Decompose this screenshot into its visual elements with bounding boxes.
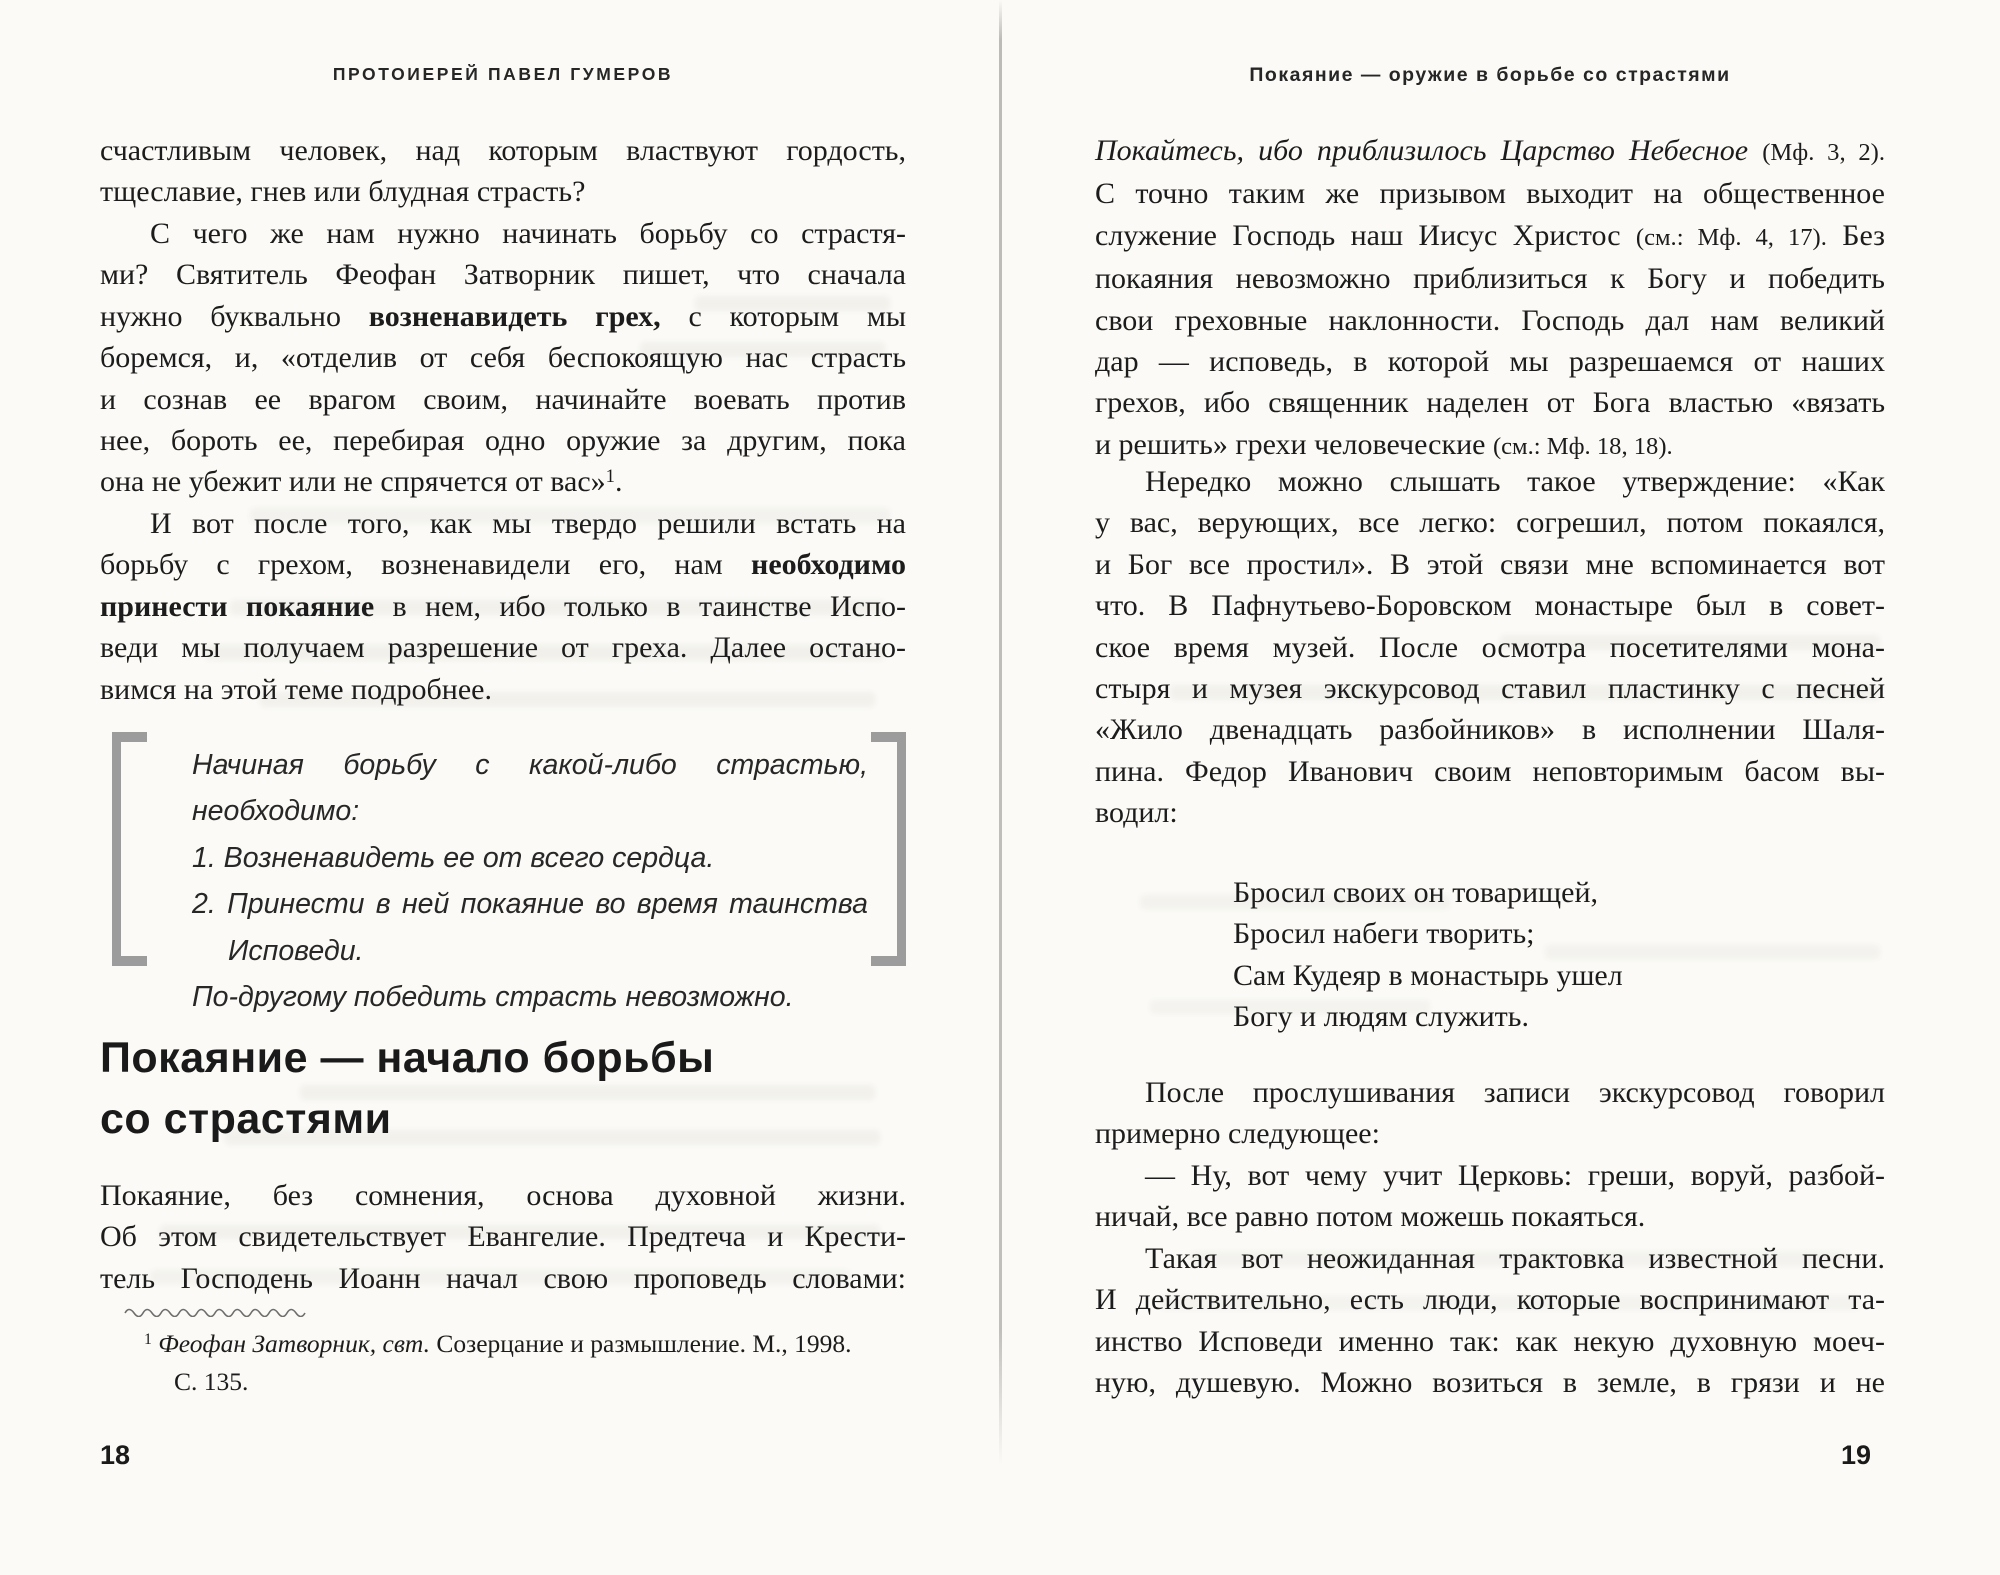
text-line	[1095, 461, 1885, 502]
text-segment: в нем, ибо только в таинстве Испо-	[374, 589, 906, 623]
text-line	[100, 544, 906, 585]
text-segment: грехов, ибо священник наделен от Бога властью «вязать	[1095, 386, 1885, 420]
text-segment: пина. Федор Иванович своим неповторимым басом вы-	[1095, 754, 1885, 788]
text-line	[100, 1258, 906, 1299]
text-segment: служение Господь наш Иисус Христос	[1095, 218, 1636, 252]
text-segment: Богу и людям служить.	[1233, 1000, 1529, 1034]
footnote-block	[100, 1304, 906, 1401]
text-segment: Бросил своих он товарищей,	[1233, 876, 1599, 909]
text-segment: 1	[144, 1331, 152, 1349]
text-line	[100, 254, 906, 295]
text-segment: нужно буквально	[100, 299, 369, 333]
text-line	[100, 1175, 906, 1216]
body-paragraph	[1095, 130, 1885, 467]
text-line	[100, 627, 906, 668]
text-line	[100, 379, 906, 420]
text-segment: примерно следующее:	[1095, 1117, 1380, 1151]
text-segment: нее, бороть ее, перебирая одно оружие за другим, пока	[100, 424, 906, 458]
text-segment: дар — исповедь, в которой мы разрешаемся от наших	[1095, 345, 1885, 379]
text-segment: и Бог все простил». В этой связи мне вспоминается вот	[1095, 547, 1885, 581]
text-segment: свои греховные наклонности. Господь дал нам великий	[1095, 303, 1885, 337]
text-segment: С. 135.	[174, 1367, 249, 1396]
page-number-right: 19	[1840, 1440, 1871, 1470]
text-segment: она не убежит или не спрячется от вас»	[100, 465, 606, 499]
footnote-text	[100, 1325, 906, 1401]
text-line	[100, 1028, 906, 1089]
text-segment: По-другому победить страсть невозможно.	[192, 981, 794, 1014]
text-line	[1095, 300, 1885, 341]
text-segment: Феофан Затворник, свт.	[151, 1329, 430, 1358]
pull-quote-bracket-right-icon	[871, 732, 906, 966]
text-segment: стыря и музея экскурсовод ставил пластинку с песней	[1095, 672, 1885, 706]
text-segment: инство Исповеди именно так: как некую духовную моеч-	[1095, 1324, 1885, 1358]
text-line	[1095, 1155, 1885, 1196]
text-line	[192, 974, 868, 1020]
text-segment: борьбу с грехом, возненавидели его, нам	[100, 548, 752, 582]
section-heading	[100, 1028, 906, 1150]
text-segment: ское время музей. После осмотра посетителями мона-	[1095, 630, 1885, 664]
page-gutter-line	[999, 0, 1002, 1465]
text-segment: ничай, все равно потом можешь покаяться.	[1095, 1200, 1646, 1234]
text-line	[1095, 382, 1885, 423]
text-line	[1095, 1238, 1885, 1279]
text-segment: принести покаяние	[100, 589, 375, 623]
pull-quote-bracket-left-icon	[112, 732, 147, 966]
text-segment: тель Господень Иоанн начал свою проповедь словами:	[100, 1261, 906, 1295]
text-line	[100, 130, 906, 171]
text-line	[1095, 709, 1885, 750]
text-segment: что. В Пафнутьево-Боровском монастыре был в совет-	[1095, 589, 1885, 623]
body-paragraph	[100, 503, 906, 710]
page-number-left: 18	[100, 1440, 131, 1470]
text-line	[100, 1363, 906, 1401]
text-line	[1095, 130, 1885, 173]
text-line	[100, 420, 906, 461]
text-line	[1233, 872, 1883, 913]
text-segment: покаяния невозможно приблизиться к Богу и победить	[1095, 262, 1885, 296]
text-segment: Покаяние, без сомнения, основа духовной жизни.	[100, 1179, 906, 1212]
text-segment: ную, душевую. Можно возиться в земле, в грязи и не	[1095, 1366, 1885, 1400]
text-segment: необходимо	[751, 548, 906, 582]
text-segment: боремся, и, «отделив от себя беспокоящую нас страсть	[100, 341, 906, 375]
text-segment: Исповеди.	[228, 934, 364, 967]
text-line	[1095, 668, 1885, 709]
text-line	[100, 337, 906, 378]
text-line	[1233, 955, 1883, 996]
text-line	[100, 461, 906, 502]
text-segment: Нередко можно слышать такое утверждение: «Как	[1145, 465, 1885, 498]
text-line	[1095, 627, 1885, 668]
text-segment: Покайтесь, ибо приблизилось Царство Небесное	[1095, 134, 1749, 167]
text-segment: водил:	[1095, 796, 1178, 830]
text-line	[192, 881, 868, 927]
text-segment: И вот после того, как мы твердо решили встать на	[150, 507, 906, 540]
text-segment: После прослушивания записи экскурсовод говорил	[1145, 1076, 1885, 1109]
text-segment: у вас, верующих, все легко: согрешил, потом покаялся,	[1095, 506, 1885, 540]
text-line	[100, 1216, 906, 1257]
text-segment: 1. Возненавидеть ее от всего сердца.	[192, 841, 715, 874]
text-line	[1095, 544, 1885, 585]
text-segment: веди мы получаем разрешение от греха. Далее остано-	[100, 631, 906, 665]
text-line	[100, 296, 906, 337]
text-segment: (см.: Мф. 4, 17).	[1635, 223, 1827, 251]
page-left	[100, 0, 906, 1575]
text-segment: С чего же нам нужно начинать борьбу со страстя-	[150, 217, 906, 250]
text-line	[1095, 751, 1885, 792]
text-segment: с которым мы	[660, 299, 906, 333]
text-segment: Сам Кудеяр в монастырь ушел	[1233, 958, 1623, 992]
text-line	[100, 503, 906, 544]
body-paragraph	[1095, 1155, 1885, 1238]
text-segment: (Мф. 3, 2).	[1762, 139, 1885, 166]
running-header-right: Покаяние — оружие в борьбе со страстями	[1249, 64, 1731, 86]
text-line	[1095, 1321, 1885, 1362]
text-line	[1095, 1113, 1885, 1154]
text-segment: 1	[605, 466, 615, 488]
running-header-left: ПРОТОИЕРЕЙ ПАВЕЛ ГУМЕРОВ	[332, 64, 674, 84]
body-paragraph	[1095, 1238, 1885, 1404]
body-paragraph	[1095, 1072, 1885, 1155]
text-line	[1095, 1279, 1885, 1320]
text-segment: Такая вот неожиданная трактовка известной песни.	[1145, 1242, 1885, 1275]
text-segment: (см.: Мф. 18, 18).	[1492, 432, 1673, 460]
text-segment: со страстями	[100, 1095, 392, 1143]
text-segment: «Жило двенадцать разбойников» в исполнении Шаля-	[1095, 713, 1885, 747]
text-line	[192, 835, 868, 881]
text-line	[1095, 1196, 1885, 1237]
text-segment: ми? Святитель Феофан Затворник пишет, что сначала	[100, 258, 906, 292]
text-line	[1095, 215, 1885, 258]
text-segment: Об этом свидетельствует Евангелие. Предтеча и Крести-	[100, 1220, 906, 1254]
pull-quote-box	[100, 726, 906, 1014]
text-line	[1095, 258, 1885, 299]
song-verse-block	[1233, 872, 1883, 1038]
text-segment: Покаяние — начало борьбы	[100, 1034, 715, 1082]
text-segment	[1748, 134, 1762, 167]
body-paragraph	[100, 213, 906, 503]
text-line	[1095, 1072, 1885, 1113]
text-segment: счастливым человек, над которым властвуют гордость,	[100, 134, 906, 167]
text-segment: и решить» грехи человеческие	[1095, 427, 1493, 461]
text-segment: .	[614, 465, 623, 499]
body-paragraph	[100, 1175, 906, 1299]
text-segment: — Ну, вот чему учит Церковь: греши, воруй, разбой-	[1145, 1159, 1885, 1192]
text-line	[192, 928, 868, 974]
text-segment: Созерцание и размышление. М., 1998.	[430, 1329, 852, 1358]
body-paragraph	[100, 130, 906, 213]
text-segment: Начиная борьбу с какой-либо страстью, необходимо:	[192, 749, 868, 828]
text-segment: Бросил набеги творить;	[1233, 917, 1535, 951]
footnote-separator-wavy-line	[124, 1308, 314, 1317]
text-line	[100, 1325, 906, 1363]
text-segment: Без	[1826, 218, 1886, 252]
pull-quote-text	[192, 742, 868, 1020]
text-line	[1095, 1362, 1885, 1403]
text-line	[1095, 792, 1885, 833]
text-segment: С точно таким же призывом выходит на общественное	[1095, 177, 1885, 211]
text-segment: возненавидеть грех,	[368, 299, 661, 333]
text-segment: 2. Принести в ней покаяние во время таинства	[192, 888, 868, 921]
text-segment: вимся на этой теме подробнее.	[100, 672, 492, 706]
text-segment: и сознав ее врагом своим, начинайте воевать против	[100, 382, 906, 416]
text-line	[1095, 173, 1885, 214]
text-line	[1233, 996, 1883, 1037]
text-segment: тщеславие, гнев или блудная страсть?	[100, 175, 586, 209]
text-line	[1095, 341, 1885, 382]
body-paragraph	[1095, 461, 1885, 834]
page-right	[1095, 0, 1885, 1575]
text-line	[192, 742, 868, 835]
text-line	[100, 1089, 906, 1150]
text-segment: И действительно, есть люди, которые воспринимают та-	[1095, 1283, 1885, 1317]
text-line	[100, 586, 906, 627]
text-line	[1095, 502, 1885, 543]
text-line	[1095, 585, 1885, 626]
text-line	[100, 171, 906, 212]
text-line	[100, 213, 906, 254]
text-line	[100, 669, 906, 710]
text-line	[1233, 913, 1883, 954]
